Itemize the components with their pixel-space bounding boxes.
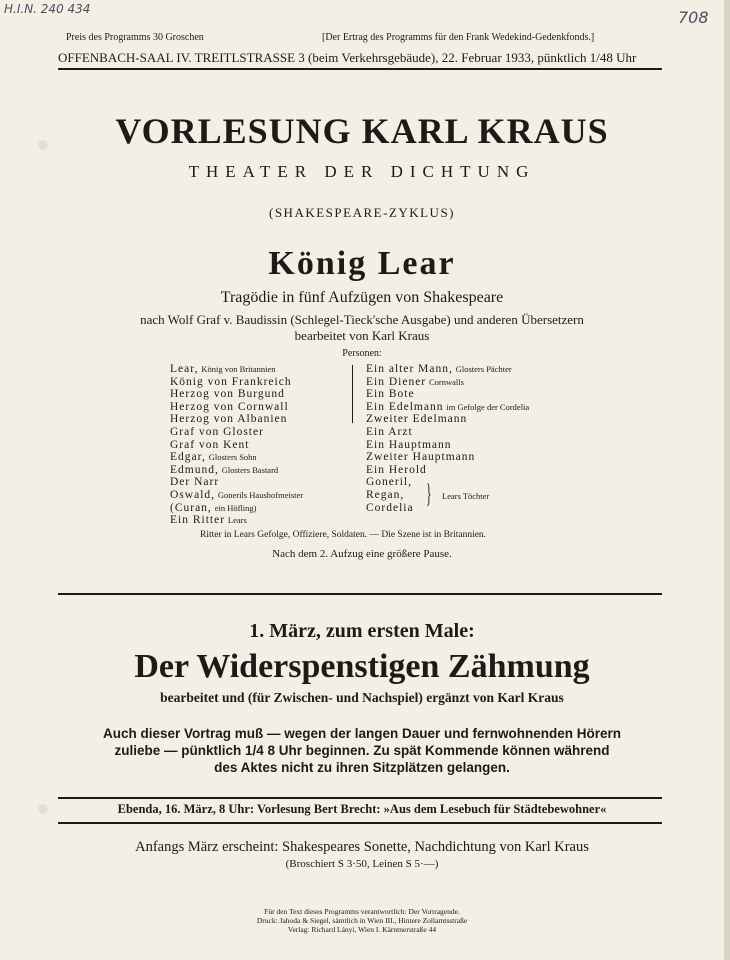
ebenda-rule-bottom [58,822,662,824]
cast-row: Graf von Gloster [170,425,264,438]
imprint-line-3: Verlag: Richard Lányi, Wien I. Kärntnerstraße 44 [287,925,437,934]
cast-row: Ein Hauptmann [366,438,452,451]
adaptation-line-1: nach Wolf Graf v. Baudissin (Schlegel-Tieck'sche Ausgabe) und anderen Übersetzern [140,312,584,327]
daughters-brace: } [426,479,432,508]
main-title: VORLESUNG KARL KRAUS [115,111,609,151]
extras-line: Ritter in Lears Gefolge, Offiziere, Soldaten. — Die Szene ist in Britannien. [200,530,487,540]
sonette-price: (Broschiert S 3·50, Leinen S 5·—) [285,858,439,870]
venue-line: OFFENBACH-SAAL IV. TREITLSTRASSE 3 (beim Verkehrsgebäude), 22. Februar 1933, pünktlich 1/48 Uhr [58,50,637,65]
sonette-line: Anfangs März erscheint: Shakespeares Sonette, Nachdichtung von Karl Kraus [135,839,589,855]
subtitle: THEATER DER DICHTUNG [188,162,536,181]
imprint-line-1: Für den Text dieses Programms verantwortlich: Der Vortragende. [264,907,460,916]
archive-signature: H.I.N. 240 434 [4,2,91,16]
next-title: Der Widerspenstigen Zähmung [134,648,590,685]
adaptation-line-2: bearbeitet von Karl Kraus [294,328,430,343]
cast-row: Edgar, Glosters Sohn [170,451,257,464]
notice-line-3: des Aktes nicht zu ihren Sitzplätzen gelangen. [214,760,510,775]
cast-row: Zweiter Edelmann [366,413,468,426]
cast-row: Cordelia [366,501,414,514]
notice-line-1: Auch dieser Vortrag muß — wegen der langen Dauer und fernwohnenden Hörern [102,726,622,741]
cast-row: (Curan, ein Höfling) [170,501,257,514]
cast-row: Herzog von Cornwall [170,400,289,413]
cast-row: Ein Edelmann im Gefolge der Cordelia [366,400,530,413]
cast-row: Ein Diener Cornwalls [366,375,464,388]
cast-row: Goneril, [366,476,413,489]
cast-row: Herzog von Burgund [170,388,285,401]
ebenda-line: Ebenda, 16. März, 8 Uhr: Vorlesung Bert Brecht: »Aus dem Lesebuch für Städtebewohner« [117,802,607,816]
next-note: bearbeitet und (für Zwischen- und Nachspiel) ergänzt von Karl Kraus [160,690,564,705]
personen-label: Personen: [342,348,382,359]
cast-row: Ein Arzt [366,425,413,438]
cast-row: Ein Bote [366,388,415,401]
cast-row: Graf von Kent [170,438,250,451]
section-rule [58,593,662,595]
proceeds-note: [Der Ertrag des Programms für den Frank Wedekind-Gedenkfonds.] [322,32,595,43]
cast-row: Lear, König von Britannien [170,363,276,375]
cast-row: Der Narr [170,476,220,489]
cycle-label: (SHAKESPEARE-ZYKLUS) [269,205,455,220]
next-date: 1. März, zum ersten Male: [249,620,475,642]
play-subtitle: Tragödie in fünf Aufzügen von Shakespeare [220,289,504,306]
cast-divider [352,365,353,423]
price-note: Preis des Programms 30 Groschen [66,32,204,43]
cast-row: Ein alter Mann, Glosters Pächter [366,363,512,375]
archive-page-number: 708 [678,8,709,27]
play-title: König Lear [268,245,456,282]
cast-row: Edmund, Glosters Bastard [170,463,279,476]
cast-row: Zweiter Hauptmann [366,451,476,464]
cast-row: Herzog von Albanien [170,413,288,426]
ebenda-rule-top [58,797,662,799]
daughters-label: Lears Töchter [442,491,490,501]
cast-row: Regan, [366,488,405,501]
notice-line-2: zuliebe — pünktlich 1/4 8 Uhr beginnen. Zu spät Kommende können während [114,743,610,758]
header-rule [58,68,662,70]
imprint-line-2: Druck: Jahoda & Siegel, sämtlich in Wien III., Hintere Zollamtsstraße [256,916,468,925]
cast-row: Ein Herold [366,463,427,476]
cast-row: König von Frankreich [170,375,292,388]
cast-row: Oswald, Gonerils Haushofmeister [170,488,304,501]
cast-row: Ein Ritter Lears [170,514,247,527]
pause-note: Nach dem 2. Aufzug eine größere Pause. [272,548,452,560]
cast-list-left [170,363,303,527]
